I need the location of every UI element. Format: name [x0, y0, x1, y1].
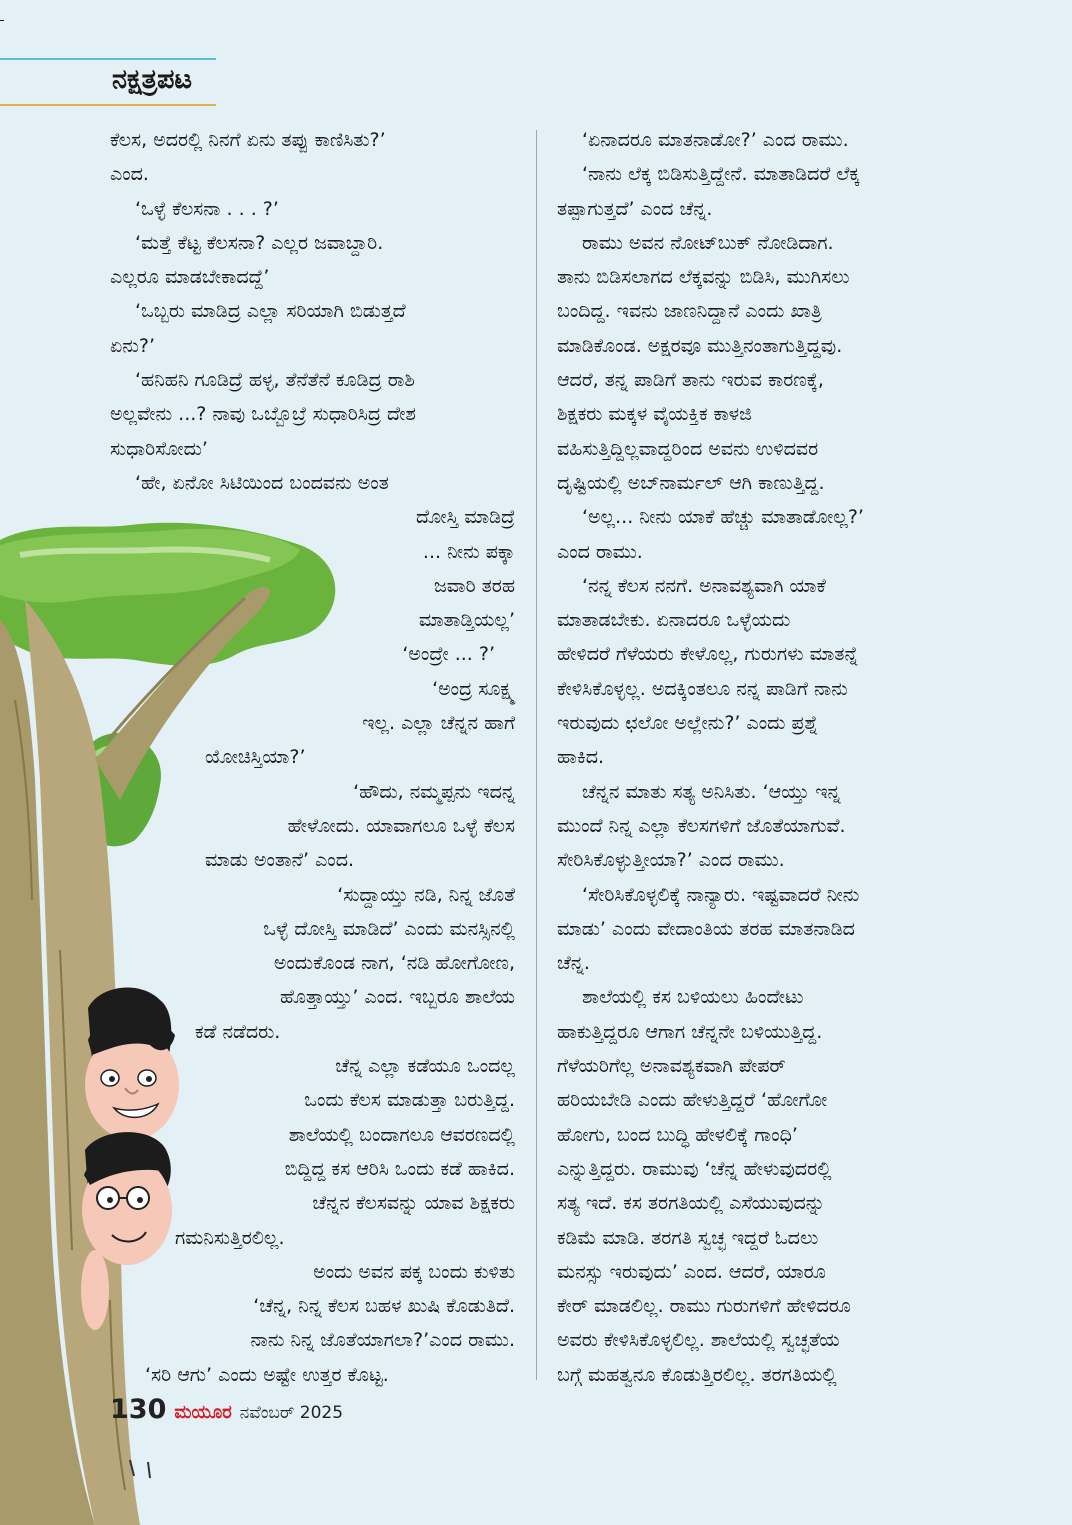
- text-line: ‘ಸರಿ ಆಗು’ ಎಂದು ಅಷ್ಟೇ ಉತ್ತರ ಕೊಟ್ಟ.: [145, 1363, 389, 1386]
- issue-date: ನವೆಂಬರ್ 2025: [239, 1403, 344, 1423]
- text-line: ಯೋಚಿಸ್ತಿಯಾ?’: [205, 746, 306, 769]
- text-line: ಎಲ್ಲರೂ ಮಾಡಬೇಕಾದದ್ದೆ’: [110, 266, 270, 289]
- text-line: ಹೊತ್ತಾಯ್ತು’ ಎಂದ. ಇಬ್ಬರೂ ಶಾಲೆಯ: [279, 986, 515, 1009]
- text-line: ಶಿಕ್ಷಕರು ಮಕ್ಕಳ ವೈಯಕ್ತಿಕ ಕಾಳಜಿ: [557, 403, 752, 426]
- text-line: ಹಾಕುತ್ತಿದ್ದರೂ ಆಗಾಗ ಚೆನ್ನನೇ ಬಳಿಯುತ್ತಿದ್ದ.: [557, 1020, 823, 1043]
- text-line: ‘ಮತ್ತೆ ಕೆಟ್ಟ ಕೆಲಸನಾ? ಎಲ್ಲರ ಜವಾಬ್ದಾರಿ.: [135, 231, 384, 254]
- text-line: ತಪ್ಪಾಗುತ್ತದೆ’ ಎಂದ ಚೆನ್ನ.: [557, 197, 713, 220]
- text-line: ಸತ್ಯ ಇದೆ. ಕಸ ತರಗತಿಯಲ್ಲಿ ಎಸೆಯುವುದನ್ನು: [557, 1192, 825, 1215]
- text-line: ಮುಂದೆ ನಿನ್ನ ಎಲ್ಲಾ ಕೆಲಸಗಳಿಗೆ ಜೊತೆಯಾಗುವೆ.: [557, 814, 846, 837]
- text-line: ‘ಒಳ್ಳೆ ಕೆಲಸನಾ . . . ?’: [135, 197, 279, 220]
- text-line: ಅಂದುಕೊಂಡ ನಾಗ, ‘ನಡಿ ಹೋಗೋಣ,: [273, 952, 515, 975]
- column-divider: [536, 130, 537, 1380]
- text-line: ನಾನು ನಿನ್ನ ಜೊತೆಯಾಗಲಾ?’ಎಂದ ರಾಮು.: [250, 1329, 515, 1352]
- text-line: ‘ಹೇ, ಏನೋ ಸಿಟಿಯಿಂದ ಬಂದವನು ಅಂತ: [135, 471, 389, 494]
- text-line: ಕಡೆ ನಡೆದರು.: [195, 1020, 281, 1043]
- text-line: ‘ಒಬ್ಬರು ಮಾಡಿದ್ರ ಎಲ್ಲಾ ಸರಿಯಾಗಿ ಬಿಡುತ್ತದೆ: [135, 300, 406, 323]
- text-line: ಹೇಳೋದು. ಯಾವಾಗಲೂ ಒಳ್ಳೆ ಕೆಲಸ: [287, 814, 515, 837]
- text-line: ಚೆನ್ನನ ಮಾತು ಸತ್ಯ ಅನಿಸಿತು. ‘ಆಯ್ತು ಇನ್ನ: [582, 780, 841, 803]
- text-line: ‘ಹನಿಹನಿ ಗೂಡಿದ್ರೆ ಹಳ್ಳ, ತೆನೆತೆನೆ ಕೂಡಿದ್ರ ರಾಶಿ: [135, 369, 415, 392]
- text-line: ಹೇಳಿದರೆ ಗೆಳೆಯರು ಕೇಳೊಲ್ಲ, ಗುರುಗಳು ಮಾತನ್ನೆ: [557, 643, 859, 666]
- text-line: ‘ಏನಾದರೂ ಮಾತನಾಡೋ?’ ಎಂದ ರಾಮು.: [582, 129, 849, 151]
- text-line: ದೋಸ್ತಿ ಮಾಡಿದ್ರೆ: [416, 506, 515, 529]
- text-line: ಆದರೆ, ತನ್ನ ಪಾಡಿಗೆ ತಾನು ಇರುವ ಕಾರಣಕ್ಕೆ,: [557, 369, 824, 392]
- magazine-logo: ಮಯೂರ: [174, 1402, 232, 1423]
- text-line: ತಾನು ಬಿಡಿಸಲಾಗದ ಲೆಕ್ಕವನ್ನು ಬಿಡಿಸಿ, ಮುಗಿಸಲು: [557, 266, 850, 289]
- text-line: ಹಾಕಿದ.: [557, 746, 605, 769]
- text-line: ಚೆನ್ನನ ಕೆಲಸವನ್ನು ಯಾವ ಶಿಕ್ಷಕರು: [312, 1192, 515, 1215]
- text-line: ಗಮನಿಸುತ್ತಿರಲಿಲ್ಲ.: [175, 1226, 285, 1249]
- text-line: ವಹಿಸುತ್ತಿದ್ದಿಲ್ಲವಾದ್ದರಿಂದ ಅವನು ಉಳಿದವರ: [557, 437, 819, 460]
- text-line: ಅವರು ಕೇಳಿಸಿಕೊಳ್ಳಲಿಲ್ಲ. ಶಾಲೆಯಲ್ಲಿ ಸ್ವಚ್ಛತೆಯ: [557, 1329, 840, 1352]
- text-line: ಸುಧಾರಿಸೋದು’: [110, 437, 208, 460]
- text-line: ಮಾಡಿಕೊಂಡ. ಅಕ್ಷರವೂ ಮುತ್ತಿನಂತಾಗುತ್ತಿದ್ದವು.: [557, 334, 843, 357]
- text-line: ಅಂದು ಅವನ ಪಕ್ಕ ಬಂದು ಕುಳಿತು: [313, 1260, 515, 1283]
- text-line: ಮಾಡು’ ಎಂದು ವೇದಾಂತಿಯ ತರಹ ಮಾತನಾಡಿದ: [557, 917, 855, 940]
- text-line: ಇರುವುದು ಛಲೋ ಅಲ್ಲೇನು?’ ಎಂದು ಪ್ರಶ್ನೆ: [557, 712, 819, 735]
- text-line: ಮಾಡು ಅಂತಾನೆ’ ಎಂದ.: [205, 849, 355, 872]
- text-line: ಬಗ್ಗೆ ಮಹತ್ವನೂ ಕೊಡುತ್ತಿರಲಿಲ್ಲ. ತರಗತಿಯಲ್ಲಿ: [557, 1363, 837, 1386]
- text-line: ಕೇಳಿಸಿಕೊಳ್ಳಲ್ಲ. ಅದಕ್ಕಿಂತಲೂ ನನ್ನ ಪಾಡಿಗೆ ನಾನು: [557, 677, 848, 700]
- text-line: ಎಂದ ರಾಮು.: [557, 540, 643, 563]
- article-right-column: [557, 123, 964, 1392]
- text-line: ಮಾತಾಡಬೇಕು. ಏನಾದರೂ ಒಳ್ಳೆಯದು: [557, 609, 791, 632]
- text-line: ಶಾಲೆಯಲ್ಲಿ ಬಂದಾಗಲೂ ಆವರಣದಲ್ಲಿ: [288, 1123, 515, 1146]
- text-line: ಮನಸ್ಸು ಇರುವುದು’ ಎಂದ. ಆದರೆ, ಯಾರೂ: [557, 1260, 826, 1283]
- text-line: ... ನೀನು ಪಕ್ಕಾ: [422, 540, 515, 563]
- section-title: ನಕ್ಷತ್ರಪಟ: [112, 64, 193, 95]
- text-line: ಚೆನ್ನ ಎಲ್ಲಾ ಕಡೆಯೂ ಒಂದಲ್ಲ: [335, 1055, 515, 1078]
- text-line: ಎಂದ.: [110, 163, 149, 186]
- text-line: ಕಡಿಮೆ ಮಾಡಿ. ತರಗತಿ ಸ್ವಚ್ಛ ಇದ್ದರೆ ಓದಲು: [557, 1226, 819, 1249]
- text-line: ಅಲ್ಲವೇನು ...? ನಾವು ಒಬ್ಬೊಬ್ರೆ ಸುಧಾರಿಸಿದ್ರ ದೇಶ: [110, 403, 416, 426]
- text-line: ‘ನನ್ನ ಕೆಲಸ ನನಗೆ. ಅನಾವಶ್ಯವಾಗಿ ಯಾಕೆ: [582, 574, 826, 597]
- text-line: ‘ಹೌದು, ನಮ್ಮಪ್ಪನು ಇದನ್ನ: [353, 780, 515, 803]
- text-line: ದೃಷ್ಟಿಯಲ್ಲಿ ಅಬ್‌ನಾರ್ಮಲ್ ಆಗಿ ಕಾಣುತ್ತಿದ್ದ.: [557, 471, 825, 494]
- text-line: ಸೇರಿಸಿಕೊಳ್ಳುತ್ತೀಯಾ?’ ಎಂದ ರಾಮು.: [557, 849, 785, 872]
- text-line: ಚೆನ್ನ.: [557, 952, 590, 975]
- text-line: ಮಾತಾಡ್ತಿಯಲ್ಲ’: [418, 609, 515, 632]
- text-line: ಏನು?’: [110, 334, 155, 357]
- hand: [81, 1250, 109, 1330]
- text-line: ‘ಅಲ್ಲ... ನೀನು ಯಾಕೆ ಹೆಚ್ಚು ಮಾತಾಡೋಲ್ಲ?’: [582, 506, 864, 529]
- text-line: ‘ಸುದ್ದಾಯ್ತು ನಡಿ, ನಿನ್ನ ಜೊತೆ: [337, 883, 515, 906]
- text-line: ಕೆಲಸ, ಅದರಲ್ಲಿ ನಿನಗೆ ಏನು ತಪ್ಪು ಕಾಣಿಸಿತು?’: [110, 129, 386, 151]
- text-line: ಕೇರ್ ಮಾಡಲಿಲ್ಲ. ರಾಮು ಗುರುಗಳಿಗೆ ಹೇಳಿದರೂ: [557, 1295, 851, 1318]
- text-line: ಗೆಳೆಯರಿಗೆಲ್ಲ ಅನಾವಶ್ಯಕವಾಗಿ ಪೇಪರ್: [557, 1055, 786, 1078]
- page-number: 130: [110, 1394, 167, 1425]
- text-line: ಎನ್ನುತ್ತಿದ್ದರು. ರಾಮುವು ‘ಚೆನ್ನ ಹೇಳುವುದರಲ್ಲಿ: [557, 1157, 832, 1180]
- page-footer: [110, 1394, 343, 1428]
- text-line: ಹರಿಯಬೇಡಿ ಎಂದು ಹೇಳುತ್ತಿದ್ದರೆ ‘ಹೋಗೋ: [557, 1089, 828, 1112]
- text-line: ಬಿದ್ದಿದ್ದ ಕಸ ಆರಿಸಿ ಒಂದು ಕಡೆ ಹಾಕಿದ.: [284, 1157, 515, 1180]
- text-line: ‘ಚೆನ್ನ, ನಿನ್ನ ಕೆಲಸ ಬಹಳ ಖುಷಿ ಕೊಡುತಿದೆ.: [253, 1295, 515, 1318]
- article-left-column: [110, 123, 515, 1392]
- text-line: ‘ಅಂದ್ರ ಸೂಕ್ಷ್ಮ: [432, 677, 515, 700]
- text-line: ಬಂದಿದ್ದ. ಇವನು ಜಾಣನಿದ್ದಾನೆ ಎಂದು ಖಾತ್ರಿ: [557, 300, 822, 323]
- text-line: ಜವಾರಿ ತರಹ: [433, 574, 515, 597]
- text-line: ಇಲ್ಲ. ಎಲ್ಲಾ ಚೆನ್ನನ ಹಾಗೆ: [362, 712, 515, 735]
- text-line: ಒಳ್ಳೆ ದೋಸ್ತಿ ಮಾಡಿದೆ’ ಎಂದು ಮನಸ್ಸಿನಲ್ಲಿ: [263, 917, 515, 940]
- text-line: ‘ನಾನು ಲೆಕ್ಕ ಬಿಡಿಸುತ್ತಿದ್ದೇನೆ. ಮಾತಾಡಿದರೆ ಲೆಕ್ಕ: [582, 163, 860, 186]
- text-line: ರಾಮು ಅವನ ನೋಟ್‌ಬುಕ್ ನೋಡಿದಾಗ.: [582, 231, 834, 254]
- text-line: ಒಂದು ಕೆಲಸ ಮಾಡುತ್ತಾ ಬರುತ್ತಿದ್ದ.: [304, 1089, 515, 1112]
- text-line: ಹೋಗು, ಬಂದ ಬುದ್ಧಿ ಹೇಳಲಿಕ್ಕೆ ಗಾಂಧಿ’: [557, 1123, 798, 1146]
- text-line: ‘ಅಂದ್ರೇ ... ?’: [402, 643, 495, 666]
- text-line: ಶಾಲೆಯಲ್ಲಿ ಕಸ ಬಳಿಯಲು ಹಿಂದೇಟು: [582, 986, 804, 1009]
- text-line: ‘ಸೇರಿಸಿಕೊಳ್ಳಲಿಕ್ಕೆ ನಾನ್ಯಾರು. ಇಷ್ಟವಾದರೆ ನೀನು: [582, 883, 860, 906]
